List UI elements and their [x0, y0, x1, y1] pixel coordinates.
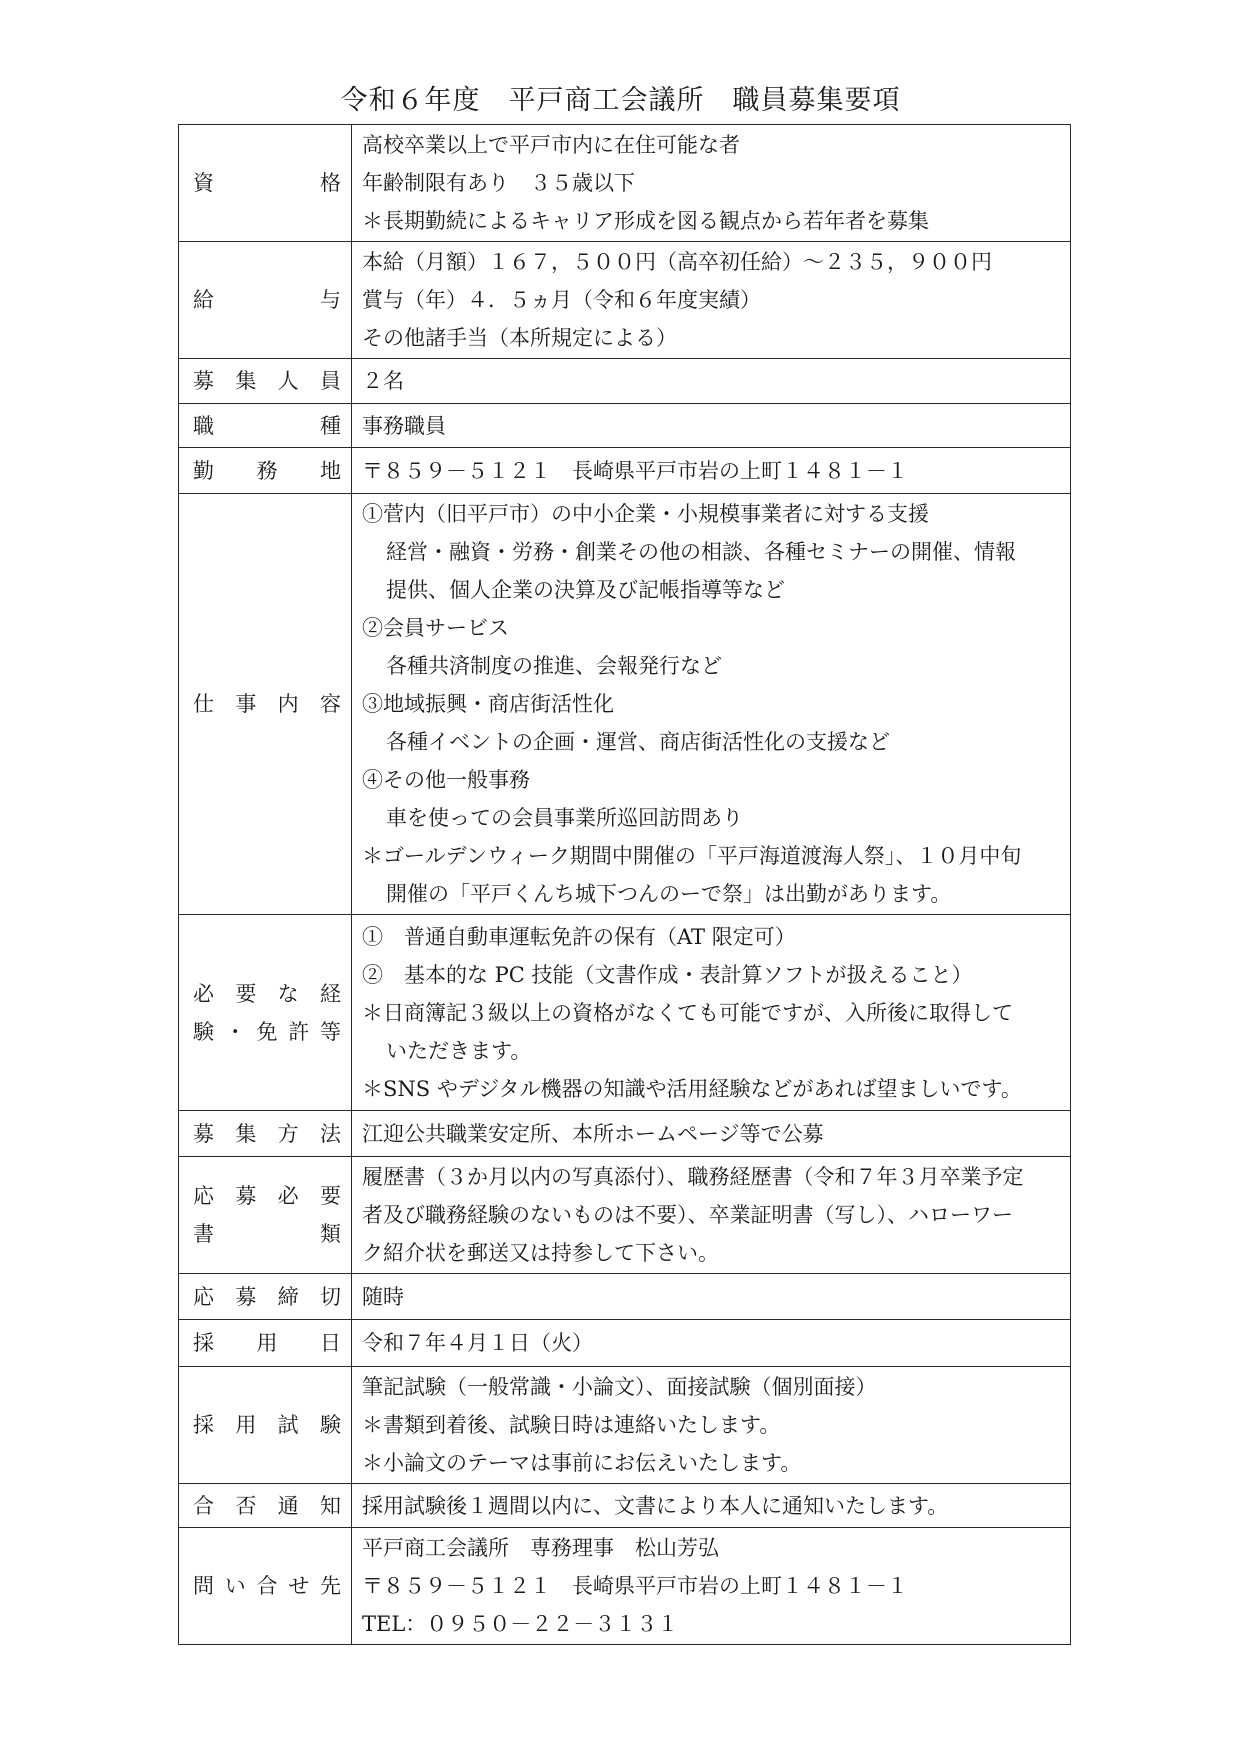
- content-line: その他諸手当（本所規定による）: [362, 326, 677, 350]
- row-label-cell: [179, 1367, 352, 1484]
- content-line: ２名: [362, 369, 404, 393]
- row-label-line: 採 用 日: [193, 1331, 341, 1355]
- row-label-cell: [179, 242, 352, 359]
- content-line: 採用試験後１週間以内に、文書により本人に通知いたします。: [362, 1493, 949, 1518]
- content-line: ＊小論文のテーマは事前にお伝えいたします。: [362, 1451, 802, 1475]
- content-line: ①菅内（旧平戸市）の中小企業・小規模事業者に対する支援: [362, 502, 929, 526]
- row-label-line: 募 集 方 法: [193, 1121, 341, 1146]
- content-line: 平戸商工会議所 専務理事 松山芳弘: [362, 1536, 719, 1560]
- row-label-cell: [179, 1157, 352, 1274]
- row-content-cell: [352, 1320, 1071, 1367]
- row-label-line: 書 類: [193, 1222, 341, 1246]
- row-label-line: 給 与: [193, 288, 341, 312]
- content-line: ②会員サービス: [362, 616, 509, 640]
- content-line: 江迎公共職業安定所、本所ホームページ等で公募: [362, 1121, 824, 1146]
- content-line: ③地域振興・商店街活性化: [362, 692, 614, 716]
- row-content-cell: [352, 1484, 1071, 1528]
- row-label-line: 資 格: [193, 171, 341, 195]
- row-label-line: 採 用 試 験: [193, 1413, 341, 1437]
- content-line: 〒８５９－５１２１ 長崎県平戸市岩の上町１４８１－１: [362, 458, 908, 483]
- row-content-cell: [352, 1111, 1071, 1157]
- content-line: いただきます。: [386, 1038, 532, 1063]
- row-label-line: 合 否 通 知: [193, 1493, 341, 1518]
- row-content-cell: [352, 359, 1071, 404]
- content-line: 開催の「平戸くんち城下つんのーで祭」は出勤があります。: [386, 882, 952, 906]
- row-label-cell: [179, 1274, 352, 1320]
- table-row: [179, 1528, 1071, 1645]
- table-row: [179, 1274, 1071, 1320]
- row-label-cell: [179, 404, 352, 448]
- row-label-cell: [179, 359, 352, 404]
- row-content-cell: [352, 404, 1071, 448]
- content-line: 車を使っての会員事業所巡回訪問あり: [386, 806, 743, 830]
- row-label-line: 応 募 必 要: [193, 1184, 341, 1208]
- content-line: 高校卒業以上で平戸市内に在住可能な者: [362, 133, 740, 157]
- table-row: [179, 1157, 1071, 1274]
- row-label-cell: [179, 1528, 352, 1645]
- content-line: ＊SNS やデジタル機器の知識や活用経験などがあれば望ましいです。: [362, 1076, 1022, 1101]
- content-line: 提供、個人企業の決算及び記帳指導等など: [386, 578, 785, 602]
- content-line: 履歴書（３か月以内の写真添付）、職務経歴書（令和７年３月卒業予定: [362, 1165, 1024, 1189]
- row-label-cell: [179, 915, 352, 1111]
- content-line: ＊書類到着後、試験日時は連絡いたします。: [362, 1413, 781, 1437]
- content-line: 〒８５９－５１２１ 長崎県平戸市岩の上町１４８１－１: [362, 1574, 908, 1598]
- table-row: [179, 1367, 1071, 1484]
- row-label-cell: [179, 1484, 352, 1528]
- row-label-line: 職 種: [193, 413, 341, 438]
- document-title: 令和６年度 平戸商工会議所 職員募集要項: [340, 85, 901, 116]
- row-label-cell: [179, 1111, 352, 1157]
- table-row: [179, 125, 1071, 242]
- row-content-cell: [352, 1367, 1071, 1484]
- row-content-cell: [352, 494, 1071, 915]
- content-line: ク紹介状を郵送又は持参して下さい。: [362, 1241, 719, 1265]
- table-row: [179, 494, 1071, 915]
- row-label-line: 募 集 人 員: [193, 369, 341, 393]
- content-line: 賞与（年）４．５ヵ月（令和６年度実績）: [362, 288, 761, 312]
- content-line: ＊長期勤続によるキャリア形成を図る観点から若年者を募集: [362, 209, 929, 233]
- content-line: 筆記試験（一般常識・小論文）、面接試験（個別面接）: [362, 1375, 877, 1399]
- row-label-cell: [179, 1320, 352, 1367]
- table-row: [179, 404, 1071, 448]
- table-row: [179, 1484, 1071, 1528]
- row-label-line: 勤 務 地: [193, 458, 341, 483]
- row-label-line: 験 ・ 免 許 等: [193, 1019, 341, 1044]
- row-content-cell: [352, 125, 1071, 242]
- table-row: [179, 1111, 1071, 1157]
- content-line: 令和７年４月１日（火）: [362, 1331, 593, 1355]
- content-line: ④その他一般事務: [362, 768, 530, 792]
- row-label-line: 仕 事 内 容: [193, 692, 341, 716]
- content-line: TEL：０９５０－２２－３１３１: [362, 1612, 679, 1636]
- row-content-cell: [352, 1274, 1071, 1320]
- row-content-cell: [352, 915, 1071, 1111]
- table-row: [179, 448, 1071, 494]
- table-row: [179, 1320, 1071, 1367]
- row-label-line: 問 い 合 せ 先: [193, 1574, 341, 1598]
- content-line: ＊ゴールデンウィーク期間中開催の「平戸海道渡海人祭」、１０月中旬: [362, 844, 1022, 868]
- content-line: 本給（月額）１６７，５００円（高卒初任給）～２３５，９００円: [362, 250, 992, 274]
- row-content-cell: [352, 448, 1071, 494]
- row-content-cell: [352, 1157, 1071, 1274]
- row-content-cell: [352, 242, 1071, 359]
- row-content-cell: [352, 1528, 1071, 1645]
- row-label-line: 必 要 な 経: [193, 981, 341, 1006]
- table-row: [179, 242, 1071, 359]
- content-line: 者及び職務経験のないものは不要）、卒業証明書（写し）、ハローワー: [362, 1203, 1013, 1227]
- content-line: 経営・融資・労務・創業その他の相談、各種セミナーの開催、情報: [386, 540, 1016, 564]
- content-line: ② 基本的な PC 技能（文書作成・表計算ソフトが扱えること）: [362, 962, 973, 987]
- content-line: 各種イベントの企画・運営、商店街活性化の支援など: [386, 730, 890, 754]
- row-label-cell: [179, 448, 352, 494]
- table-row: [179, 359, 1071, 404]
- row-label-cell: [179, 494, 352, 915]
- content-line: 随時: [362, 1284, 404, 1309]
- table-row: [179, 915, 1071, 1111]
- content-line: 各種共済制度の推進、会報発行など: [386, 654, 722, 678]
- content-line: ＊日商簿記３級以上の資格がなくても可能ですが、入所後に取得して: [362, 1000, 1013, 1025]
- content-line: 事務職員: [362, 413, 446, 438]
- recruitment-table: [178, 124, 1071, 1645]
- row-label-cell: [179, 125, 352, 242]
- row-label-line: 応 募 締 切: [193, 1284, 341, 1309]
- content-line: ① 普通自動車運転免許の保有（AT 限定可）: [362, 924, 796, 949]
- content-line: 年齢制限有あり ３５歳以下: [362, 171, 635, 195]
